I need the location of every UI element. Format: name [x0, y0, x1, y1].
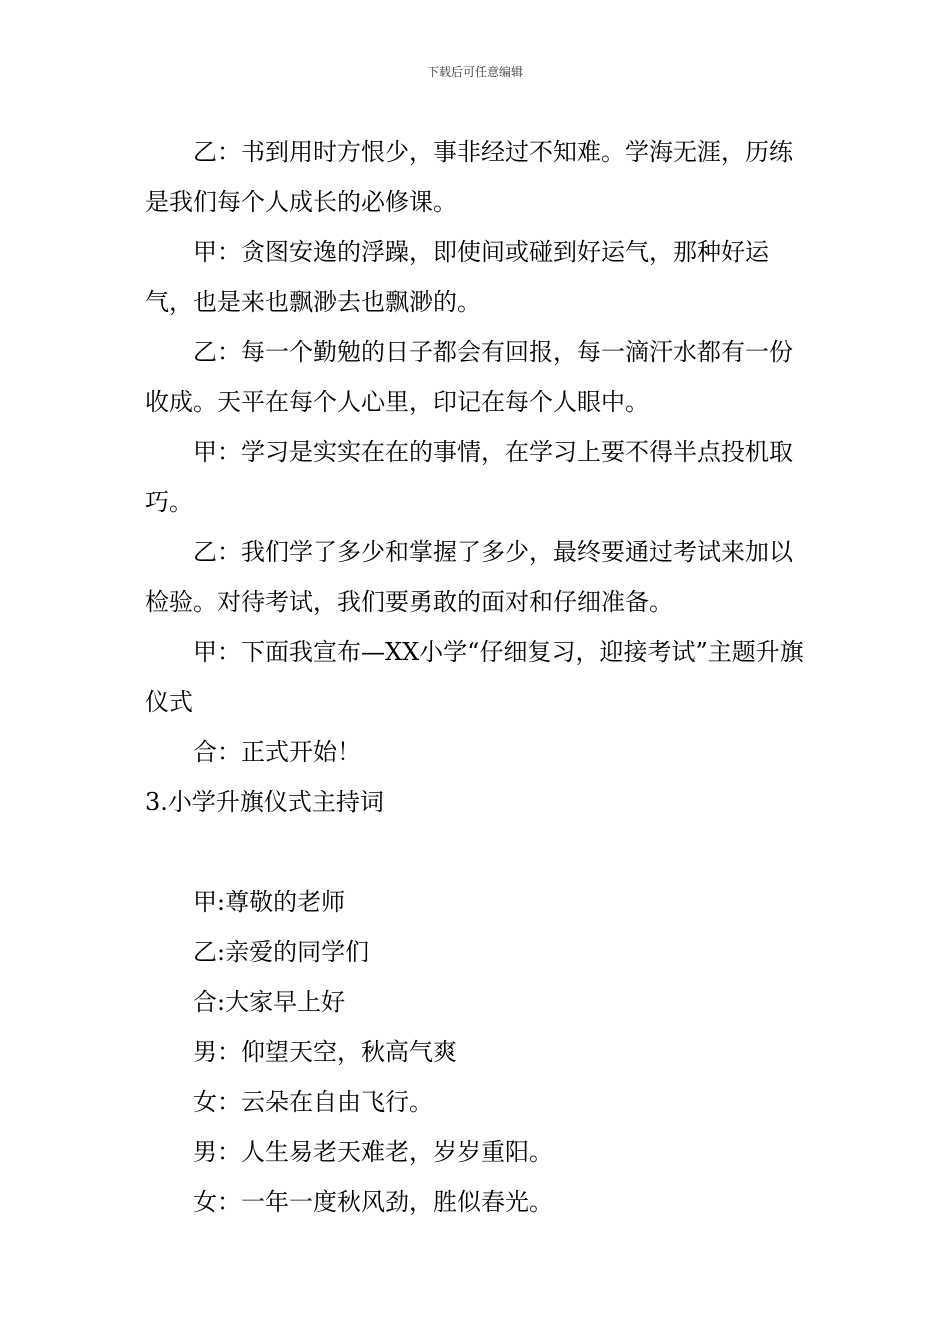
dialogue-line: 甲:尊敬的老师: [193, 888, 346, 916]
dialogue-line: 男：人生易老天难老，岁岁重阳。: [193, 1138, 553, 1166]
page-header-note: 下载后可任意编辑: [426, 65, 523, 79]
dialogue-line: 女：云朵在自由飞行。: [193, 1088, 433, 1116]
dialogue-line: 男：仰望天空，秋高气爽: [193, 1038, 457, 1066]
paragraph: 合：正式开始！: [193, 738, 361, 766]
paragraph: 乙：书到用时方恨少，事非经过不知难。学海无涯，历练是我们每个人成长的必修课。: [145, 138, 793, 216]
dialogue-line: 女：一年一度秋风劲，胜似春光。: [193, 1188, 553, 1216]
dialogue-line: 合:大家早上好: [193, 988, 346, 1016]
paragraph: 甲：学习是实实在在的事情，在学习上要不得半点投机取巧。: [145, 438, 793, 516]
paragraph: 乙：每一个勤勉的日子都会有回报，每一滴汗水都有一份收成。天平在每个人心里，印记在每个人眼中。: [145, 338, 793, 416]
blank-line: [145, 827, 813, 877]
dialogue-line: 乙:亲爱的同学们: [193, 938, 370, 966]
paragraph: 甲：贪图安逸的浮躁，即使间或碰到好运气，那种好运气，也是来也飘渺去也飘渺的。: [145, 238, 769, 316]
paragraph: 甲：下面我宣布—XX小学“仔细复习，迎接考试”主题升旗仪式: [145, 638, 804, 716]
document-body: [145, 127, 813, 1227]
section-heading: 3.小学升旗仪式主持词: [145, 788, 384, 816]
paragraph: 乙：我们学了多少和掌握了多少，最终要通过考试来加以检验。对待考试，我们要勇敢的面对和仔细准备。: [145, 538, 793, 616]
